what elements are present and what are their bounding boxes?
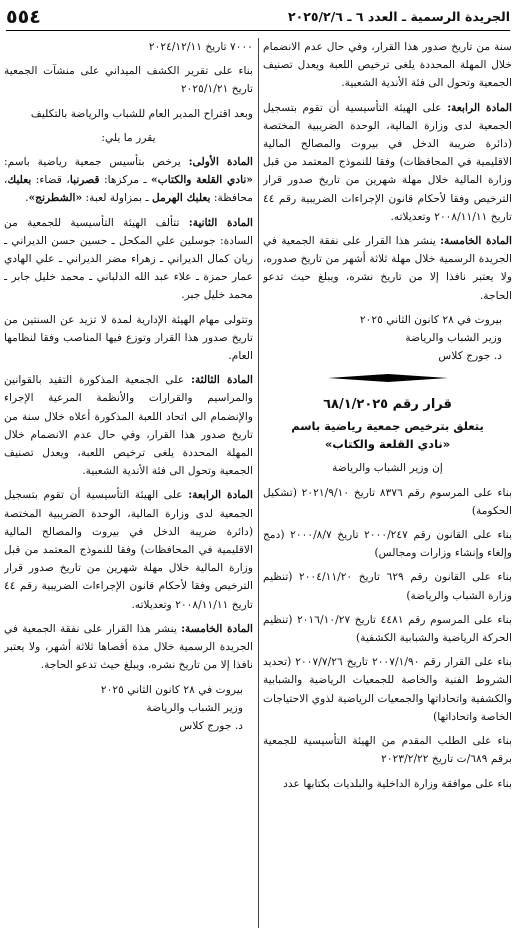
article-text: على الهيئة التأسيسية أن تقوم بتسجيل الجمعية لدى وزارة المالية، الوحدة الضريبية المختصة (دائرة ضريبة الدخل في بيروت والمصالح المالية الاقليمية في المحافظات) وفقا للنموذج المعتمد من قبل وزارة المالية خلال مهلة شهرين من تاريخ صدور قرار الترخيص وفقا لأحكام قانون الإجراءات الضريبية رقم ٤٤ تاريخ ٢٠٠٨/١١/١١ وتعديلاته. — [4, 488, 253, 611]
signature-date: بيروت في ٢٨ كانون الثاني ٢٠٢٥ — [359, 312, 502, 326]
article-label: المادة الأولى: — [188, 155, 253, 169]
decision-title: قرار رقم ٦٨/١/٢٠٢٥ — [323, 397, 452, 413]
article-label: المادة الثانية: — [188, 215, 253, 229]
decision-subtitle: يتعلق بترخيص جمعية رياضية باسم — [291, 419, 484, 434]
section-ornament — [328, 373, 448, 383]
decides-line: يقرر ما يلي: — [101, 130, 156, 144]
article-5 — [263, 232, 512, 305]
article-2 — [4, 214, 253, 305]
article-text: ـ مركزها: — [99, 173, 151, 187]
paragraph: سنة من تاريخ صدور هذا القرار، وفي حال عدم الانضمام خلال المهلة المحددة يلغى ترخيص اللعبة ويعدل تصنيف الجمعية وتحول الى فئة الأندية الشعبية. — [263, 40, 512, 90]
signature-name: د. جورج كلاس — [179, 718, 243, 732]
article-text: على الجمعية المذكورة التقيد بالقوانين والمراسيم والقرارات والأنظمة المرعية الإجراء والإنضمام الى اتحاد اللعبة المذكورة أعلاه خلال سنة من تاريخ صدور هذا القرار، وفي حال عدم الانضمام خلال المهلة المحددة يلغى ترخيص اللعبة، ويعدل تصنيف الجمعية وتحول الى فئة الأندية الشعبية. — [4, 373, 253, 478]
running-title: الجريدة الرسمية ـ العدد ٦ ـ ٢٠٢٥/٢/٦ — [287, 9, 510, 24]
signature-title: وزير الشباب والرياضة — [405, 331, 502, 345]
signature-name: د. جورج كلاس — [438, 349, 502, 363]
article-4 — [263, 99, 512, 226]
article-text: يرخص بتأسيس جمعية رياضية باسم: — [4, 155, 189, 169]
article-5 — [4, 620, 253, 675]
intro-line: إن وزير الشباب والرياضة — [332, 461, 443, 475]
article-3 — [4, 371, 253, 480]
article-text: ينشر هذا القرار على نفقة الجمعية في الجريدة الرسمية خلال مهلة ثلاثة أشهر من تاريخ صدوره، ولا يعتبر نافذا إلا من تاريخ نشره، ويبلغ حيث تدعو الحاجة. — [263, 234, 512, 302]
decision-club-name: «نادي القلعة والكتاب» — [324, 437, 451, 452]
left-column — [4, 38, 253, 928]
article-text: . — [25, 191, 29, 205]
article-label: المادة الرابعة: — [447, 100, 512, 114]
article-label: المادة الثالثة: — [191, 373, 253, 387]
club-center: قصرنبا — [69, 173, 100, 187]
paragraph: ٧٠٠٠ تاريخ ٢٠٢٤/١٢/١١ — [148, 40, 253, 53]
recital: بناء على الطلب المقدم من الهيئة التأسيسية للجمعية برقم ٦٨٩/ت تاريخ ٢٠٢٣/٢/٢٢ — [263, 734, 512, 766]
article-label: المادة الخامسة: — [440, 234, 512, 248]
article-text: ينشر هذا القرار على نفقة الجمعية في الجريدة الرسمية خلال مدة أقصاها ثلاثة أشهر، ولا يعتبر نافذا إلا من تاريخ نشره، ويبلغ حيث تدعو الحاجة. — [4, 621, 253, 672]
club-sport: «الشطرنج» — [28, 191, 83, 205]
recital: بناء على القرار رقم ٢٠٠٧/١/٩٠ تاريخ ٢٠٠٧/٧/٢٦ (تحديد الشروط الفنية والخاصة للجمعيات الرياضية والشبابية والكشفية واتحاداتها والجمعيات الرياضية لذوي الاحتياجات الخاصة واتحاداتها) — [263, 655, 512, 723]
column-divider — [258, 38, 259, 928]
page-number: ٥٥٤ — [6, 6, 41, 28]
club-district: بعلبك — [7, 173, 32, 187]
paragraph: وتتولى مهام الهيئة الإدارية لمدة لا تزيد عن السنتين من تاريخ صدور هذا القرار وتوزع فيها المناصب وفقا لنظامها العام. — [4, 312, 253, 363]
article-text: ، قضاء: — [31, 173, 70, 187]
recital: بناء على المرسوم رقم ٤٤٨١ تاريخ ٢٠١٦/١٠/٢٧ (تنظيم الحركة الرياضية والشبابية الكشفية) — [263, 612, 512, 645]
paragraph: وبعد اقتراح المدير العام للشباب والرياضة بالتكليف — [30, 106, 253, 120]
ornament-divider-icon — [328, 373, 448, 383]
recital: بناء على القانون رقم ٦٢٩ تاريخ ٢٠٠٤/١١/٢٠ (تنظيم وزارة الشباب والرياضة) — [263, 570, 512, 602]
recital: بناء على القانون رقم ٢٠٠٠/٢٤٧ تاريخ ٢٠٠٠/٨/٧ (دمج وإلغاء وإنشاء وزارات ومجالس) — [263, 528, 512, 560]
article-text: ، محافظة: — [4, 173, 253, 205]
article-text: على الهيئة التأسيسية أن تقوم بتسجيل الجمعية لدى وزارة المالية، الوحدة الضريبية المختصة (دائرة ضريبة الدخل في بيروت والمصالح المالية الاقليمية في المحافظات) وفقا للنموذج المعتمد من قبل وزارة المالية خلال مهلة شهرين من تاريخ صدور قرار الترخيص وفقا لأحكام قانون الإجراءات الضريبية رقم ٤٤ تاريخ ٢٠٠٨/١١/١١ وتعديلاته. — [263, 100, 512, 223]
club-name: «نادي القلعة والكتاب» — [150, 173, 253, 187]
article-label: المادة الخامسة: — [181, 621, 253, 635]
article-4 — [4, 486, 253, 613]
signature-date: بيروت في ٢٨ كانون الثاني ٢٠٢٥ — [100, 682, 243, 696]
article-label: المادة الرابعة: — [188, 488, 253, 502]
signature-block — [4, 681, 253, 736]
recital: بناء على موافقة وزارة الداخلية والبلديات بكتابها عدد — [283, 776, 512, 790]
article-text: تتألف الهيئة التأسيسية للجمعية من السادة: جوسلين علي المكحل ـ حسين حسن الديراني ـ ريان كمال الديراني ـ زهراء مضر الديراني ـ علي الهادي عمار حمزة ـ علاء عبد الله الدلباني ـ محمد خليل جابر ـ محمد خليل جبر. — [4, 215, 253, 302]
paragraph: بناء على تقرير الكشف الميداني على منشآت الجمعية تاريخ ٢٠٢٥/١/٢١ — [4, 64, 253, 96]
signature-title: وزير الشباب والرياضة — [146, 700, 243, 714]
right-column — [263, 38, 512, 928]
signature-block — [263, 311, 512, 366]
header-rule — [6, 30, 510, 31]
article-1 — [4, 153, 253, 208]
article-text: ـ بمزاولة لعبة: — [82, 191, 153, 205]
recital: بناء على المرسوم رقم ٨٣٧٦ تاريخ ٢٠٢١/٩/١٠ (تشكيل الحكومة) — [263, 485, 512, 517]
club-governorate: بعلبك الهرمل — [152, 191, 211, 205]
